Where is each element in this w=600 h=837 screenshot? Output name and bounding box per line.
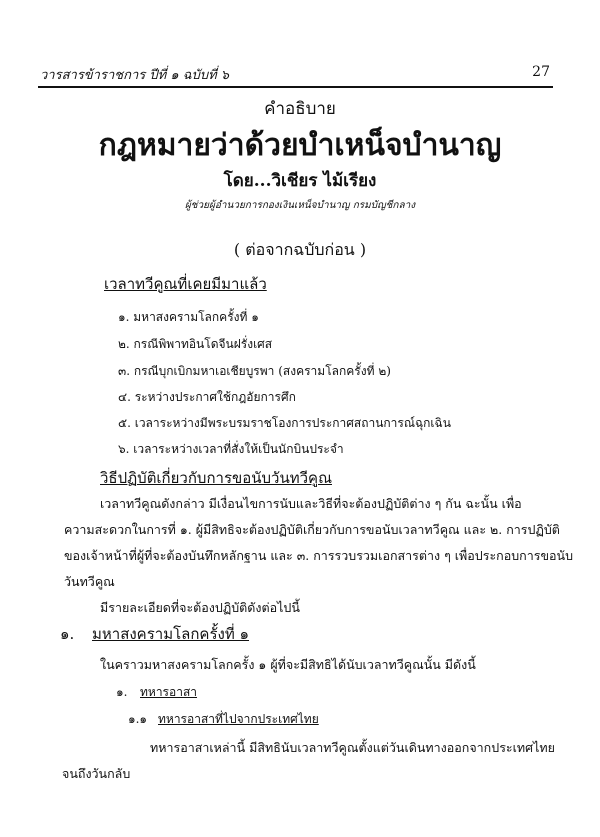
list-item: ๔. ระหว่างประกาศใช้กฎอัยการศึก — [118, 390, 296, 404]
paragraph-line: จนถึงวันกลับ — [62, 766, 131, 781]
article-title: กฎหมายว่าด้วยบำเหน็จบำนาญ — [98, 128, 502, 163]
paragraph-line: วันทวีคูณ — [64, 574, 115, 589]
list-item: ๕. เวลาระหว่างมีพระบรมราชโองการประกาศสถานการณ์ฉุกเฉิน — [118, 416, 451, 430]
list-item: ๒. กรณีพิพาทอินโดจีนฝรั่งเศส — [118, 337, 273, 351]
paragraph-line: ทหารอาสาเหล่านี้ มีสิทธินับเวลาทวีคูณตั้งแต่วันเดินทางออกจากประเทศไทย — [150, 740, 555, 755]
section-heading-ww1: มหาสงครามโลกครั้งที่ ๑ — [92, 625, 250, 643]
continued-note: ( ต่อจากฉบับก่อน ) — [233, 240, 367, 259]
title-label: คำอธิบาย — [264, 99, 336, 119]
list-item: ๑. มหาสงครามโลกครั้งที่ ๑ — [118, 310, 259, 324]
subsection-heading: ทหารอาสา — [140, 685, 198, 699]
section-heading-past-periods: เวลาทวีคูณที่เคยมีมาแล้ว — [104, 275, 267, 293]
paragraph-line: ในคราวมหาสงครามโลกครั้ง ๑ ผู้ที่จะมีสิทธิได้นับเวลาทวีคูณนั้น มีดังนี้ — [100, 657, 476, 672]
author-name: โดย...วิเชียร ไม้เรียง — [223, 171, 377, 191]
section-number: ๑. — [60, 625, 75, 643]
section-heading-procedure: วิธีปฏิบัติเกี่ยวกับการขอนับวันทวีคูณ — [100, 469, 332, 487]
paragraph-line: ความสะดวกในการที่ ๑. ผู้มีสิทธิจะต้องปฏิบัติเกี่ยวกับการขอนับเวลาทวีคูณ และ ๒. การปฏิบัติ — [64, 522, 560, 537]
running-header — [40, 64, 550, 86]
paragraph-line: มีรายละเอียดที่จะต้องปฏิบัติดังต่อไปนี้ — [100, 600, 300, 615]
paragraph-line: เวลาทวีคูณดังกล่าว มีเงื่อนไขการนับและวิธีที่จะต้องปฏิบัติต่าง ๆ กัน ฉะนั้น เพื่อ — [100, 496, 522, 511]
journal-name: วารสารข้าราชการ ปีที่ ๑ ฉบับที่ ๖ — [40, 68, 230, 83]
paragraph-line: ของเจ้าหน้าที่ผู้ที่จะต้องบันทึกหลักฐาน และ ๓. การรวบรวมเอกสารต่าง ๆ เพื่อประกอบการขอนับ — [64, 548, 574, 563]
page-number: 27 — [532, 64, 550, 80]
subsubsection-heading: ทหารอาสาที่ไปจากประเทศไทย — [158, 712, 319, 726]
header-rule — [38, 86, 553, 88]
subsection-number: ๑. — [116, 685, 128, 699]
author-position: ผู้ช่วยผู้อำนวยการกองเงินเหน็จบำนาญ กรมบัญชีกลาง — [184, 200, 416, 211]
list-item: ๓. กรณีบุกเบิกมหาเอเชียบูรพา (สงครามโลกครั้งที่ ๒) — [118, 364, 391, 378]
list-item: ๖. เวลาระหว่างเวลาที่สั่งให้เป็นนักบินประจำ — [118, 442, 344, 456]
subsubsection-number: ๑.๑ — [128, 712, 148, 726]
